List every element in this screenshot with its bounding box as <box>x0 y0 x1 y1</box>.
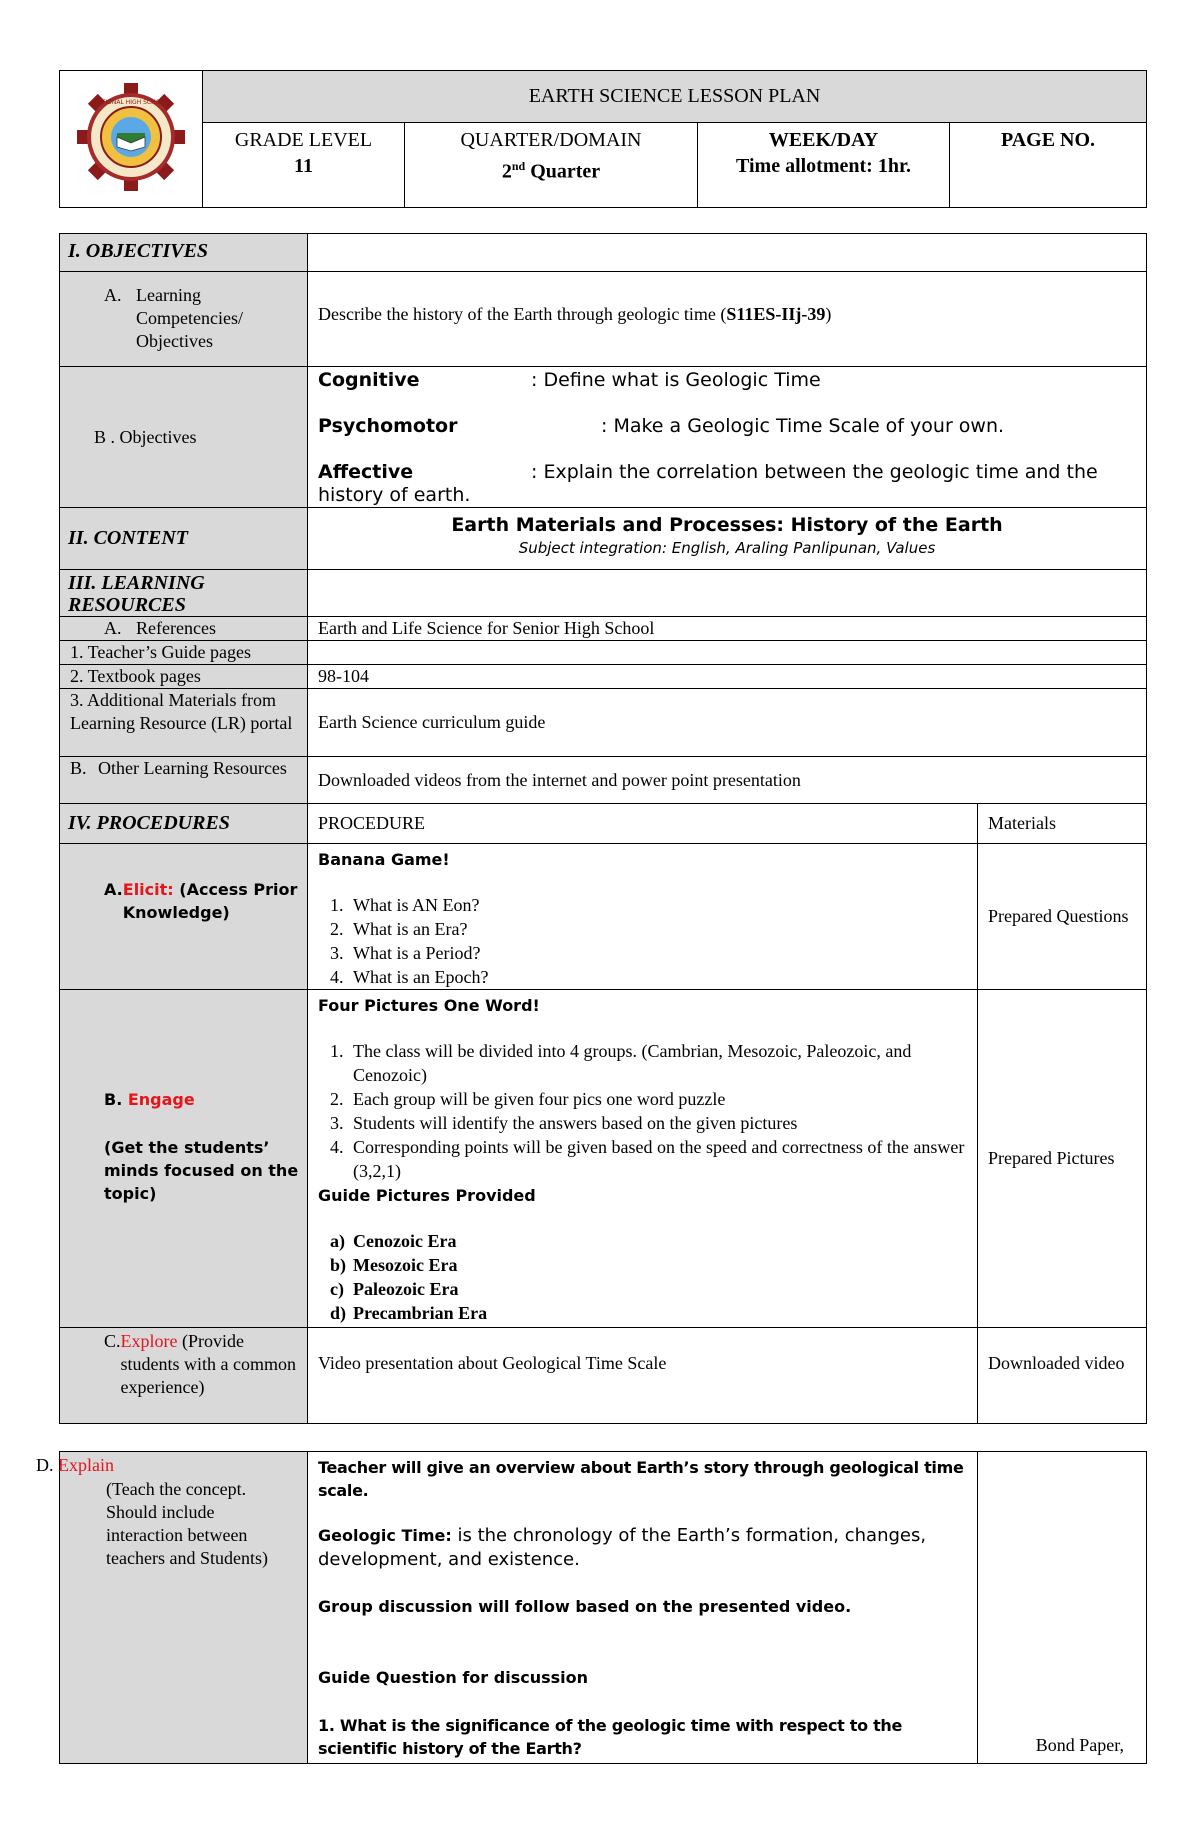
elicit-item: What is a Period? <box>353 943 481 963</box>
other-label: Other Learning Resources <box>98 758 287 778</box>
quarter-value <box>405 153 697 185</box>
domain-objectives-cell <box>308 367 1147 508</box>
logo-cell <box>60 71 203 208</box>
explore-label-cell <box>60 1328 308 1424</box>
objectives-heading-cell <box>60 234 308 272</box>
guide-letter: c) <box>330 1279 344 1299</box>
materials-col-label: Materials <box>988 813 1056 833</box>
guide-question-title: Guide Question for discussion <box>318 1668 588 1687</box>
header-table <box>59 70 1147 208</box>
list-item <box>318 1277 967 1301</box>
explain-letter: D. <box>36 1455 58 1475</box>
tg-value-cell <box>308 641 1147 665</box>
elicit-desc: (Access Prior Knowledge) <box>122 880 298 922</box>
competencies-text: Describe the history of the Earth through geologic time ( <box>318 304 727 324</box>
page-no-cell <box>950 123 1147 208</box>
quarter-num: 2 <box>501 160 512 183</box>
title-text: EARTH SCIENCE LESSON PLAN <box>528 85 821 107</box>
tg-label-cell <box>60 641 308 665</box>
grade-cell <box>203 123 405 208</box>
content-subtitle: Subject integration: English, Araling Panlipunan, Values <box>518 539 936 557</box>
tg-label: 1. Teacher’s Guide pages <box>70 642 252 662</box>
resources-blank <box>308 570 1147 617</box>
elicit-item: What is an Era? <box>353 919 468 939</box>
grade-label: GRADE LEVEL <box>234 129 373 151</box>
explain-table <box>36 1451 1147 1764</box>
engage-procedure-cell <box>308 990 978 1328</box>
geo-text: is the chronology of the Earth’s formation, changes, development, and existence. <box>318 1525 927 1570</box>
engage-desc: (Get the students’ minds focused on the topic) <box>104 1138 299 1203</box>
list-item: 3. What is a Period? <box>318 941 967 965</box>
list-item: 1. The class will be divided into 4 groups. (Cambrian, Mesozoic, Paleozoic, and Cenozoic) <box>318 1039 967 1087</box>
engage-item: Corresponding points will be given based on the speed and correctness of the answer (3,2,1) <box>353 1137 965 1181</box>
list-item <box>318 1253 967 1277</box>
other-value-cell <box>308 757 1147 804</box>
list-item: 4. Corresponding points will be given based on the speed and correctness of the answer (3,2,1) <box>318 1135 967 1183</box>
guide-letter: a) <box>330 1231 345 1251</box>
guide-question-1: 1. What is the significance of the geologic time with respect to the scientific history of the Earth? <box>318 1716 903 1758</box>
affective-text: : Explain the correlation between the geologic time and the history of earth. <box>318 461 1098 506</box>
engage-item: Students will identify the answers based on the given pictures <box>353 1113 798 1133</box>
list-item: 1. What is AN Eon? <box>318 893 967 917</box>
procedures-heading-cell <box>60 804 308 844</box>
guide-pictures-list <box>318 1229 967 1325</box>
list-item: 4. What is an Epoch? <box>318 965 967 989</box>
engage-materials-cell <box>978 990 1147 1328</box>
additional-value: Earth Science curriculum guide <box>318 712 546 732</box>
elicit-materials: Prepared Questions <box>988 906 1129 926</box>
page-no-label: PAGE NO. <box>1000 129 1096 151</box>
procedures-heading: IV. PROCEDURES <box>68 812 230 834</box>
geologic-time-def <box>318 1524 967 1572</box>
list-item: 2. Each group will be given four pics one word puzzle <box>318 1087 967 1111</box>
additional-label: 3. Additional Materials from Learning Resource (LR) portal <box>70 690 293 733</box>
competencies-close: ) <box>825 304 832 324</box>
explain-procedure-cell <box>308 1452 978 1764</box>
elicit-label-cell <box>60 844 308 990</box>
guide-text: Cenozoic Era <box>353 1231 457 1251</box>
geo-label: Geologic Time: <box>318 1526 452 1545</box>
cognitive-label: Cognitive <box>318 369 420 391</box>
engage-materials: Prepared Pictures <box>988 1148 1115 1168</box>
content-cell <box>308 508 1147 570</box>
competencies-letter: A. <box>104 285 122 305</box>
explore-materials-cell <box>978 1328 1147 1424</box>
guide-pictures-title: Guide Pictures Provided <box>318 1186 536 1205</box>
list-item <box>318 1301 967 1325</box>
quarter-word: Quarter <box>525 160 601 183</box>
resources-heading: III. LEARNING RESOURCES <box>68 572 205 616</box>
explore-materials: Downloaded video <box>988 1353 1125 1373</box>
lesson-plan-title <box>203 71 1147 123</box>
explore-procedure-cell <box>308 1328 978 1424</box>
list-item <box>318 1229 967 1253</box>
engage-item: Each group will be given four pics one word puzzle <box>353 1089 726 1109</box>
tb-label: 2. Textbook pages <box>70 666 201 686</box>
list-item: 2. What is an Era? <box>318 917 967 941</box>
elicit-procedure-cell <box>308 844 978 990</box>
engage-name: Engage <box>127 1090 195 1109</box>
list-item: 3. Students will identify the answers based on the given pictures <box>318 1111 967 1135</box>
explain-materials: Bond Paper, <box>1035 1735 1124 1755</box>
competencies-label: Learning Competencies/ Objectives <box>136 285 243 351</box>
elicit-item: What is AN Eon? <box>353 895 480 915</box>
week-label: WEEK/DAY <box>768 129 879 151</box>
psychomotor-label: Psychomotor <box>318 415 458 437</box>
lesson-table <box>59 233 1147 1424</box>
engage-letter: B. <box>104 1090 128 1109</box>
procedure-col-header <box>308 804 978 844</box>
elicit-title: Banana Game! <box>318 850 450 869</box>
engage-title: Four Pictures One Word! <box>318 996 540 1015</box>
explain-materials-cell <box>978 1452 1147 1764</box>
explore-desc: (Provide students with a common experience) <box>120 1331 296 1397</box>
quarter-label: QUARTER/DOMAIN <box>460 129 642 151</box>
content-title: Earth Materials and Processes: History of the Earth <box>451 514 1003 536</box>
quarter-sup: nd <box>511 159 526 173</box>
engage-list <box>318 1039 967 1183</box>
references-letter: A. <box>104 618 122 638</box>
school-logo <box>75 81 187 193</box>
grade-value: 11 <box>294 155 313 177</box>
psychomotor-text: : Make a Geologic Time Scale of your own. <box>601 415 1005 437</box>
engage-label-cell <box>60 990 308 1328</box>
guide-text: Precambrian Era <box>353 1303 488 1323</box>
competencies-text-cell <box>308 272 1147 367</box>
explain-overview: Teacher will give an overview about Earth’s story through geological time scale. <box>318 1458 964 1500</box>
tb-label-cell <box>60 665 308 689</box>
week-cell <box>698 123 950 208</box>
guide-text: Paleozoic Era <box>353 1279 459 1299</box>
references-label-cell <box>60 617 308 641</box>
cognitive-text: : Define what is Geologic Time <box>531 369 821 391</box>
additional-label-cell <box>60 689 308 757</box>
elicit-name: Elicit: <box>122 880 174 899</box>
affective-label: Affective <box>318 461 414 483</box>
explore-letter: C. <box>104 1331 121 1351</box>
other-letter: B. <box>70 758 87 778</box>
other-value: Downloaded videos from the internet and power point presentation <box>318 769 801 790</box>
explain-desc: (Teach the concept. Should include interaction between teachers and Students) <box>106 1479 268 1568</box>
engage-heading <box>104 1088 299 1111</box>
elicit-list <box>318 893 967 989</box>
elicit-letter: A. <box>104 880 123 899</box>
explore-text: Video presentation about Geological Time Scale <box>318 1353 667 1373</box>
objectives-blank <box>308 234 1147 272</box>
objectives-heading: I. OBJECTIVES <box>68 240 209 262</box>
procedure-col-label: PROCEDURE <box>318 813 426 833</box>
elicit-materials-cell <box>978 844 1147 990</box>
references-value-cell <box>308 617 1147 641</box>
elicit-item: What is an Epoch? <box>353 967 489 987</box>
guide-letter: d) <box>330 1303 347 1323</box>
tb-value-cell <box>308 665 1147 689</box>
references-label: References <box>136 618 216 638</box>
materials-col-header <box>978 804 1147 844</box>
guide-text: Mesozoic Era <box>353 1255 458 1275</box>
tb-value: 98-104 <box>318 666 369 686</box>
objectives-b-label-cell <box>60 367 308 508</box>
additional-value-cell <box>308 689 1147 757</box>
group-discussion: Group discussion will follow based on the presented video. <box>318 1597 852 1616</box>
quarter-cell <box>405 123 698 208</box>
objectives-b-label: B . Objectives <box>94 426 197 447</box>
competencies-label-cell <box>60 272 308 367</box>
logo-text: NATIONAL HIGH SCHOOL <box>93 98 169 106</box>
content-heading-cell <box>60 508 308 570</box>
explain-name: Explain <box>58 1455 114 1475</box>
explore-name: Explore <box>120 1331 178 1351</box>
content-heading: II. CONTENT <box>68 527 189 549</box>
time-allotment: Time allotment: 1hr. <box>736 155 911 177</box>
references-value: Earth and Life Science for Senior High School <box>318 618 655 638</box>
other-label-cell <box>60 757 308 804</box>
guide-letter: b) <box>330 1255 347 1275</box>
explain-label-cell <box>36 1452 308 1764</box>
engage-item: The class will be divided into 4 groups. (Cambrian, Mesozoic, Paleozoic, and Cenozoic) <box>353 1041 912 1085</box>
resources-heading-cell <box>60 570 308 617</box>
competency-code: S11ES-IIj-39 <box>726 304 826 324</box>
